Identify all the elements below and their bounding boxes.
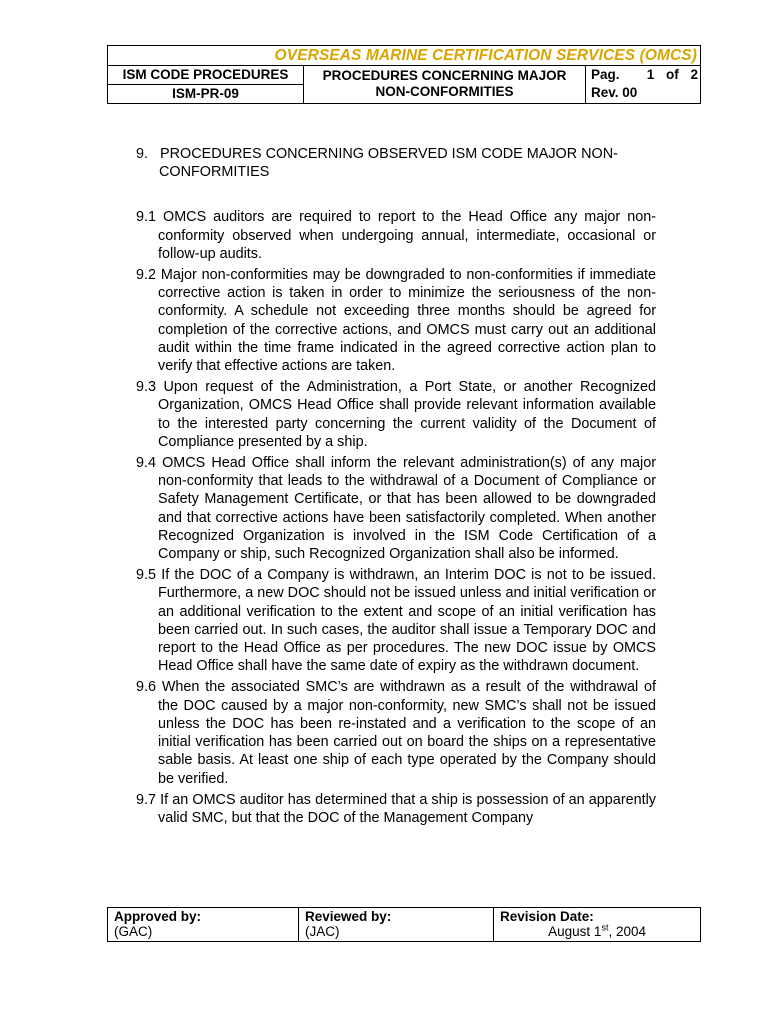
paragraph-9-4: [136, 454, 656, 563]
revision-number: Rev. 00: [591, 85, 638, 100]
approved-by-cell: [108, 908, 298, 941]
heading-text: PROCEDURES CONCERNING OBSERVED ISM CODE MAJOR NON-CONFORMITIES: [159, 146, 618, 181]
paragraph-9-1: [136, 208, 656, 263]
document-title: [304, 66, 586, 103]
paragraph-text: Upon request of the Administration, a Port State, or another Recognized Organization, OMCS Head Office shall provide relevant information available to the interested party concerning the current validity of the Document of Compliance presented by a ship.: [158, 379, 656, 450]
document-header: [107, 45, 701, 104]
paragraph-number: 9.3: [136, 379, 157, 396]
paragraph-text: Major non-conformities may be downgraded to non-conformities if immediate corrective action is taken in order to minimize the seriousness of the non-conformity. A schedule not exceeding three months should be agreed for completion of the corrective actions, and OMCS must carry out an additional audit within the time frame indicated in the agreed corrective action plan to verify that effective actions are taken.: [158, 267, 656, 375]
title-line-1: PROCEDURES CONCERNING MAJOR: [322, 68, 567, 83]
paragraph-number: 9.4: [136, 455, 157, 472]
section-heading: [136, 145, 656, 181]
revision-date-value: [500, 924, 694, 939]
reviewed-by-value: (JAC): [305, 924, 340, 939]
paragraph-number: 9.1: [136, 209, 157, 226]
revision-date-year: , 2004: [608, 924, 646, 939]
paragraph-9-7: [136, 791, 656, 827]
reviewed-by-label: Reviewed by:: [305, 909, 392, 924]
approved-by-label: Approved by:: [114, 909, 202, 924]
paragraph-9-3: [136, 378, 656, 451]
revision-date-label: Revision Date:: [500, 909, 594, 924]
title-line-2: NON-CONFORMITIES: [375, 84, 514, 99]
revision-date-cell: [493, 908, 700, 941]
paragraph-9-6: [136, 678, 656, 787]
paragraph-number: 9.7: [136, 791, 157, 808]
paragraph-text: OMCS Head Office shall inform the relevant administration(s) of any major non-conformity that leads to the withdrawal of a Document of Compliance or Safety Management Certificate, or that has been allowed to be downgraded and that corrective actions have been satisfactorily completed. When another Recognized Organization is involved in the ISM Code Certification of a Company or ship, such Recognized Organization shall also be informed.: [158, 455, 657, 563]
page-label: Pag.: [591, 67, 620, 82]
document-code: ISM-PR-09: [172, 86, 239, 101]
organization-name: OVERSEAS MARINE CERTIFICATION SERVICES (OMCS): [108, 46, 700, 66]
revision-date-suffix: st: [601, 922, 609, 933]
paragraph-text: If the DOC of a Company is withdrawn, an Interim DOC is not to be issued. Furthermore, a new DOC should not be issued unless and initial verification or an additional verification to the extent and scope of an initial verification has been carried out. In such cases, the auditor shall issue a Temporary DOC and report to the Head Office as per procedures. The new DOC issue by OMCS Head Office shall have the same date of expiry as the withdrawn document.: [158, 567, 657, 675]
approved-by-value: (GAC): [114, 924, 153, 939]
page-total: 2: [690, 67, 698, 82]
paragraph-text: When the associated SMC’s are withdrawn as a result of the withdrawal of the DOC caused by a major non-conformity, new SMC’s shall not be issued unless the DOC has been re-instated and a verification to the scope of an initial verification has been carried out on board the ships on a representative sable basis. At least one ship of each type operated by the Company should be verified.: [158, 679, 657, 787]
page-indicator: [591, 66, 700, 84]
paragraph-9-2: [136, 266, 656, 375]
paragraph-9-5: [136, 566, 656, 675]
heading-number: 9.: [136, 146, 149, 162]
revision-date-text: August 1: [548, 924, 602, 939]
paragraph-number: 9.6: [136, 679, 157, 696]
paragraph-number: 9.5: [136, 567, 157, 584]
document-footer: [107, 907, 701, 942]
page-of: of: [665, 67, 679, 82]
paragraph-text: If an OMCS auditor has determined that a ship is possession of an apparently valid SMC, but that the DOC of the Management Company: [158, 791, 657, 826]
section-name: ISM CODE PROCEDURES: [108, 66, 303, 85]
reviewed-by-cell: [298, 908, 493, 941]
document-body: [136, 145, 656, 830]
procedure-info: [108, 66, 304, 103]
paragraph-number: 9.2: [136, 267, 157, 284]
page-number: 1: [646, 67, 655, 82]
page-revision-info: [586, 66, 700, 103]
paragraph-text: OMCS auditors are required to report to the Head Office any major non-conformity observed when undergoing annual, intermediate, occasional or follow-up audits.: [158, 209, 657, 262]
